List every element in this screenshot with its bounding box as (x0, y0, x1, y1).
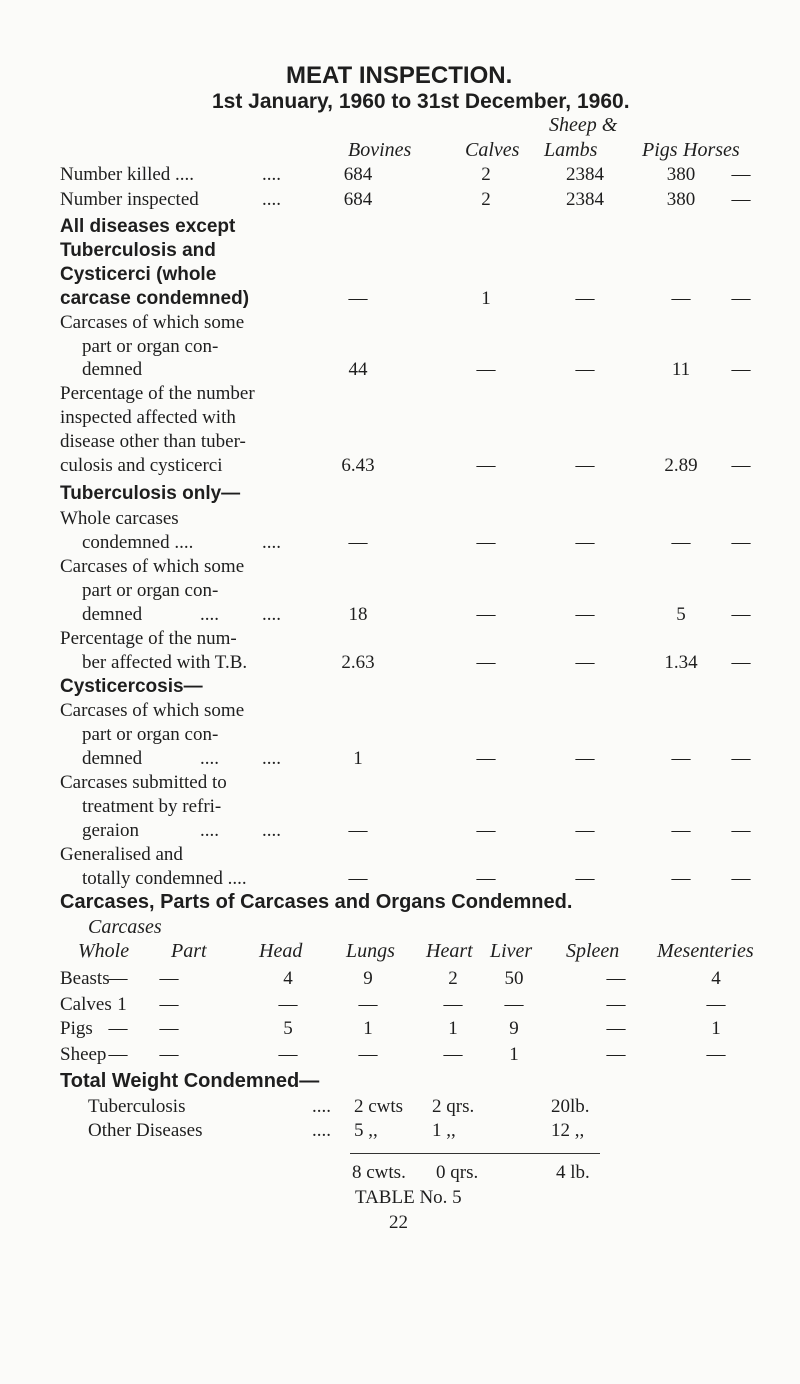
cell-sheep: 2384 (566, 164, 604, 185)
row-label-line: Percentage of the number (60, 383, 255, 404)
cell-sheep: — (575, 820, 595, 841)
row-label-killed: Number killed .... (60, 164, 195, 185)
section-heading-total-weight: Total Weight Condemned— (60, 1070, 320, 1092)
cell-sheep: — (575, 868, 595, 889)
cell-horses: — (731, 164, 751, 185)
row-label-line: treatment by refri- (82, 796, 222, 817)
row-label-line: Carcases of which some (60, 556, 245, 577)
parts-col-header: Whole (78, 940, 130, 962)
cell-bovines: 18 (348, 604, 368, 625)
row-label-line: demned (82, 359, 143, 380)
cell-calves: — (476, 652, 496, 673)
row-label-line: totally condemned .... (82, 868, 247, 889)
cell-sheep: — (575, 748, 595, 769)
row-label-line: culosis and cysticerci (60, 455, 223, 476)
cell-calves: — (476, 455, 496, 476)
page-number: 22 (389, 1212, 408, 1233)
cell-horses: — (731, 189, 751, 210)
parts-cell: — (443, 1044, 463, 1065)
row-dots: .... (262, 748, 281, 769)
cell-calves: — (476, 532, 496, 553)
parts-cell: — (108, 968, 128, 989)
row-label-line: condemned .... (82, 532, 194, 553)
row-label-line: Generalised and (60, 844, 183, 865)
row-label-line: Whole carcases (60, 508, 179, 529)
row-dots: .... (200, 748, 219, 769)
parts-cell: — (706, 1044, 726, 1065)
weight-label-tuberculosis: Tuberculosis (88, 1096, 186, 1117)
cell-calves: — (476, 868, 496, 889)
cell-bovines: 44 (348, 359, 368, 380)
row-label-line: demned (82, 604, 143, 625)
cell-bovines: 684 (343, 164, 373, 185)
cell-bovines: 2.63 (341, 652, 375, 673)
section-heading-parts-condemned: Carcases, Parts of Carcases and Organs Condemned. (60, 891, 573, 913)
parts-cell: — (706, 994, 726, 1015)
row-label-line: Carcases submitted to (60, 772, 227, 793)
cell-pigs: — (671, 820, 691, 841)
parts-cell: 9 (363, 968, 373, 989)
cell-calves: — (476, 604, 496, 625)
page-subtitle: 1st January, 1960 to 31st December, 1960. (212, 90, 630, 113)
parts-col-header: Part (171, 940, 207, 962)
parts-cell: — (358, 1044, 378, 1065)
cell-horses: — (731, 820, 751, 841)
cell-sheep: — (575, 455, 595, 476)
cell-pigs: 5 (676, 604, 686, 625)
parts-cell: 5 (283, 1018, 293, 1039)
row-dots: .... (262, 532, 281, 553)
parts-cell: 1 (448, 1018, 458, 1039)
cell-horses: — (731, 359, 751, 380)
row-dots: .... (312, 1120, 331, 1141)
cell-horses: — (731, 532, 751, 553)
section-heading-all-diseases: Cysticerci (whole (60, 264, 217, 285)
row-label-line: ber affected with T.B. (82, 652, 248, 673)
parts-cell: — (159, 1044, 179, 1065)
weight-qrs: 1 ,, (432, 1120, 456, 1141)
row-dots: .... (200, 820, 219, 841)
parts-cell: 1 (363, 1018, 373, 1039)
section-heading-all-diseases: All diseases except (60, 216, 236, 237)
cell-bovines: — (348, 820, 368, 841)
parts-cell: — (159, 968, 179, 989)
row-label-line: part or organ con- (82, 336, 219, 357)
cell-pigs: 380 (666, 189, 696, 210)
parts-cell: — (278, 1044, 298, 1065)
col-header-horses: Horses (683, 139, 740, 161)
row-label-line: part or organ con- (82, 724, 219, 745)
parts-cell: — (443, 994, 463, 1015)
parts-cell: — (108, 1044, 128, 1065)
parts-cell: 9 (509, 1018, 519, 1039)
row-dots: .... (262, 604, 281, 625)
col-header-calves: Calves (465, 139, 520, 161)
parts-row-label-calves: Calves (60, 994, 112, 1015)
row-label-line: Percentage of the num- (60, 628, 237, 649)
table-number: TABLE No. 5 (355, 1187, 462, 1208)
parts-cell: 4 (283, 968, 293, 989)
cell-pigs: 1.34 (664, 652, 698, 673)
weight-qrs: 2 qrs. (432, 1096, 475, 1117)
cell-bovines: — (348, 868, 368, 889)
row-label-line: Carcases of which some (60, 312, 245, 333)
row-label-line: geraion (82, 820, 139, 841)
parts-cell: 1 (117, 994, 127, 1015)
cell-bovines: 1 (353, 748, 363, 769)
parts-col-header: Lungs (346, 940, 395, 962)
cell-sheep: — (575, 359, 595, 380)
cell-sheep: — (575, 652, 595, 673)
col-header-sheep-line1: Sheep & (549, 114, 618, 136)
weight-label-other-diseases: Other Diseases (88, 1120, 203, 1141)
row-dots: .... (262, 164, 281, 185)
parts-cell: 4 (711, 968, 721, 989)
parts-cell: — (278, 994, 298, 1015)
parts-row-label-sheep: Sheep (60, 1044, 107, 1065)
parts-cell: — (504, 994, 524, 1015)
row-dots: .... (262, 189, 281, 210)
cell-bovines: — (348, 288, 368, 309)
parts-col-header: Liver (490, 940, 533, 962)
cell-pigs: 380 (666, 164, 696, 185)
parts-cell: — (159, 1018, 179, 1039)
parts-cell: 2 (448, 968, 458, 989)
parts-col-header: Head (259, 940, 303, 962)
section-heading-all-diseases: carcase condemned) (60, 288, 250, 309)
row-label-line: disease other than tuber- (60, 431, 246, 452)
cell-pigs: — (671, 868, 691, 889)
page-title: MEAT INSPECTION. (286, 62, 513, 89)
weight-lb: 12 ,, (551, 1120, 585, 1141)
parts-cell: — (159, 994, 179, 1015)
parts-cell: 50 (504, 968, 524, 989)
weight-total-lb: 4 lb. (556, 1162, 590, 1183)
cell-bovines: — (348, 532, 368, 553)
col-header-bovines: Bovines (348, 139, 412, 161)
cell-horses: — (731, 868, 751, 889)
cell-pigs: — (671, 532, 691, 553)
cell-sheep: — (575, 288, 595, 309)
parts-cell: — (606, 1044, 626, 1065)
row-label-line: inspected affected with (60, 407, 236, 428)
cell-sheep: — (575, 604, 595, 625)
parts-col-header: Mesenteries (657, 940, 754, 962)
cell-calves: — (476, 359, 496, 380)
cell-pigs: 2.89 (664, 455, 698, 476)
weight-total-cwts: 8 cwts. (352, 1162, 406, 1183)
parts-cell: 1 (509, 1044, 519, 1065)
parts-col-header: Heart (426, 940, 473, 962)
row-label-line: demned (82, 748, 143, 769)
col-header-sheep-line2: Lambs (544, 139, 598, 161)
cell-calves: 2 (481, 164, 491, 185)
parts-row-label-pigs: Pigs (60, 1018, 93, 1039)
parts-cell: 1 (711, 1018, 721, 1039)
cell-pigs: — (671, 748, 691, 769)
cell-pigs: — (671, 288, 691, 309)
cell-sheep: — (575, 532, 595, 553)
parts-cell: — (358, 994, 378, 1015)
section-heading-cysticercosis: Cysticercosis— (60, 676, 203, 697)
parts-row-label-beasts: Beasts (60, 968, 110, 989)
cell-horses: — (731, 604, 751, 625)
weight-total-qrs: 0 qrs. (436, 1162, 479, 1183)
cell-calves: — (476, 748, 496, 769)
weight-cwts: 5 ,, (354, 1120, 378, 1141)
cell-bovines: 684 (343, 189, 373, 210)
cell-calves: 2 (481, 189, 491, 210)
section-heading-tuberculosis: Tuberculosis only— (60, 483, 241, 504)
cell-pigs: 11 (671, 359, 691, 380)
row-label-line: part or organ con- (82, 580, 219, 601)
parts-cell: — (606, 994, 626, 1015)
parts-col-header: Spleen (566, 940, 620, 962)
weight-cwts: 2 cwts (354, 1096, 404, 1117)
row-dots: .... (312, 1096, 331, 1117)
section-heading-all-diseases: Tuberculosis and (60, 240, 216, 261)
cell-sheep: 2384 (566, 189, 604, 210)
row-label-line: Carcases of which some (60, 700, 245, 721)
row-dots: .... (262, 820, 281, 841)
row-label-inspected: Number inspected (60, 189, 199, 210)
cell-horses: — (731, 288, 751, 309)
total-rule (350, 1153, 600, 1154)
carcases-group-label: Carcases (88, 916, 162, 938)
cell-horses: — (731, 748, 751, 769)
weight-lb: 20lb. (551, 1096, 590, 1117)
cell-calves: 1 (481, 288, 491, 309)
parts-cell: — (108, 1018, 128, 1039)
col-header-pigs: Pigs (642, 139, 678, 161)
cell-bovines: 6.43 (341, 455, 375, 476)
cell-calves: — (476, 820, 496, 841)
cell-horses: — (731, 652, 751, 673)
parts-cell: — (606, 968, 626, 989)
cell-horses: — (731, 455, 751, 476)
row-dots: .... (200, 604, 219, 625)
parts-cell: — (606, 1018, 626, 1039)
